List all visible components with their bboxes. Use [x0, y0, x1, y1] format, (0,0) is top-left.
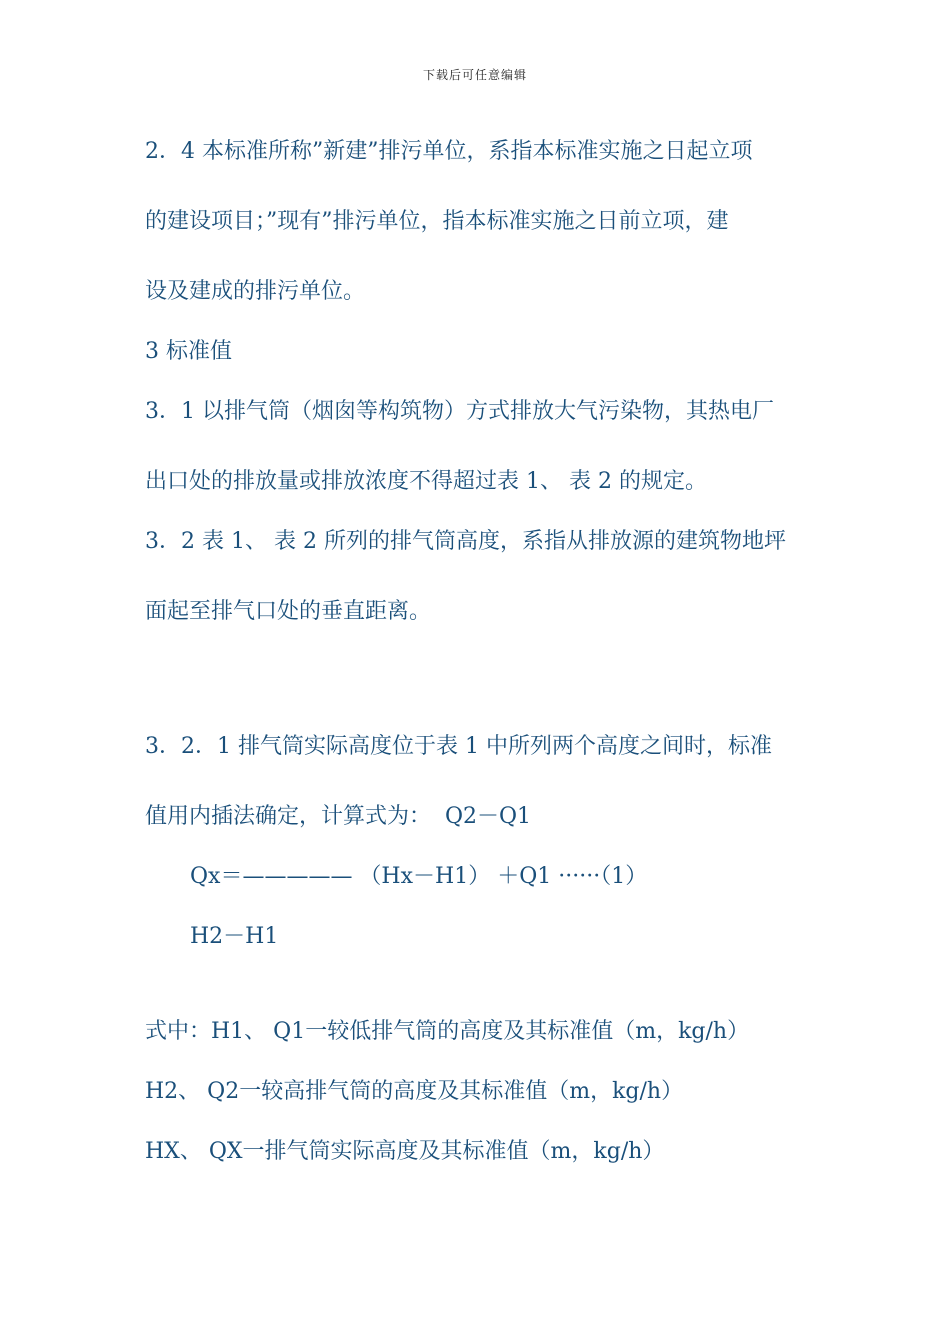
formula-line: Qx＝————— （Hx－H1） ＋Q1 ······（1） [190, 864, 648, 889]
definition-line: H2、 Q2一较高排气筒的高度及其标准值（m，kg/h） [145, 1079, 684, 1104]
formula-denominator: H2－H1 [190, 924, 279, 949]
paragraph-line: 出口处的排放量或排放浓度不得超过表 1、 表 2 的规定。 [145, 469, 707, 494]
page-header: 下载后可任意编辑 [422, 68, 527, 82]
paragraph-line: 设及建成的排污单位。 [145, 279, 366, 304]
definition-line: 式中：H1、 Q1一较低排气筒的高度及其标准值（m，kg/h） [145, 1019, 750, 1044]
paragraph-line: 的建设项目；”现有”排污单位，指本标准实施之日前立项，建 [145, 209, 729, 234]
paragraph-line: 3．2．1 排气筒实际高度位于表 1 中所列两个高度之间时，标准 [145, 734, 772, 759]
paragraph-line: 3．2 表 1、 表 2 所列的排气筒高度，系指从排放源的建筑物地坪 [145, 529, 786, 554]
paragraph-line: 2．4 本标准所称”新建”排污单位，系指本标准实施之日起立项 [145, 139, 753, 164]
paragraph-line: 值用内插法确定，计算式为： Q2－Q1 [145, 804, 532, 829]
paragraph-line: 3．1 以排气筒（烟囱等构筑物）方式排放大气污染物，其热电厂 [145, 399, 774, 424]
paragraph-line: 面起至排气口处的垂直距离。 [145, 599, 432, 624]
section-heading: 3 标准值 [145, 339, 232, 364]
definition-line: HX、 QX一排气筒实际高度及其标准值（m，kg/h） [145, 1139, 665, 1164]
